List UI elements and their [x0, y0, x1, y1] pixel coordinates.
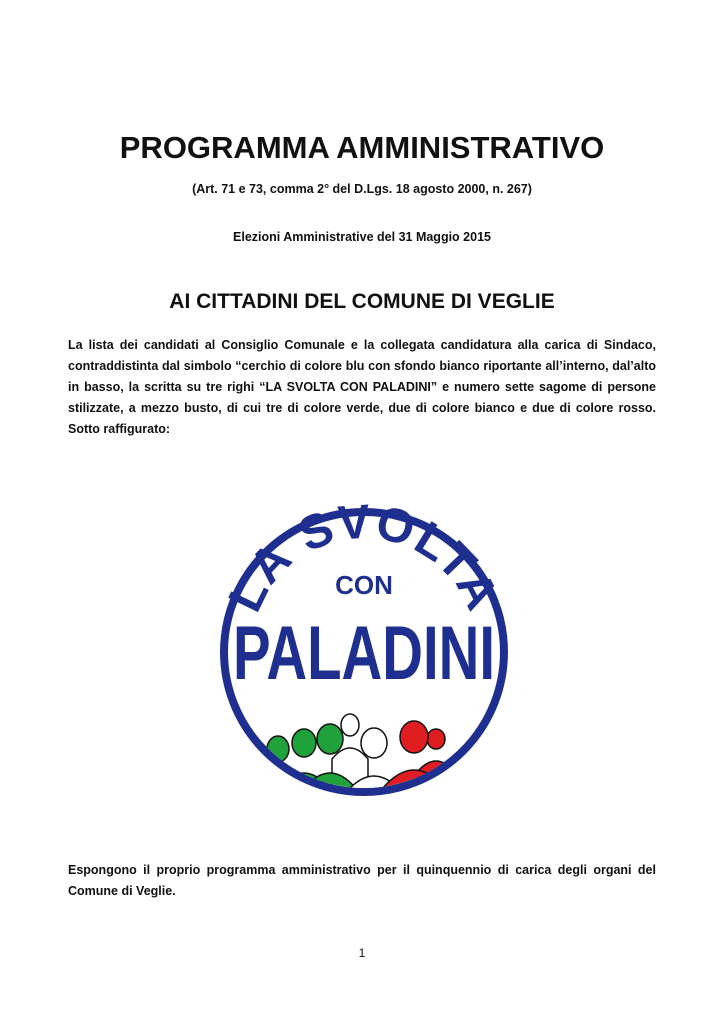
- page-number: 1: [358, 946, 366, 960]
- logo-arc-text: LA SVOLTA: [218, 499, 510, 620]
- section-heading: AI CITTADINI DEL COMUNE DI VEGLIE: [169, 290, 555, 313]
- logo-con-text: CON: [335, 570, 393, 600]
- logo-paladini-text: PALADINI: [233, 611, 495, 696]
- legal-reference: (Art. 71 e 73, comma 2° del D.Lgs. 18 agosto 2000, n. 267): [192, 182, 532, 196]
- closing-paragraph: Espongono il proprio programma amministrativo per il quinquennio di carica degli organi del Comune di Veglie.: [68, 863, 656, 898]
- document-title: PROGRAMMA AMMINISTRATIVO: [119, 130, 605, 165]
- election-date: Elezioni Amministrative del 31 Maggio 2015: [233, 230, 491, 244]
- party-logo: [214, 499, 514, 805]
- intro-paragraph: La lista dei candidati al Consiglio Comunale e la collegata candidatura alla carica di Sindaco, contraddistinta dal simbolo “cerchio di colore blu con sfondo bianco riportante all’interno, dal’alto in basso, la scritta su tre righi “LA SVOLTA CON PALADINI” e numero sette sagome di persone stilizzate, a mezzo busto, di cui tre di colore verde, due di colore bianco e due di colore rosso. Sotto raffigurato:: [68, 338, 656, 436]
